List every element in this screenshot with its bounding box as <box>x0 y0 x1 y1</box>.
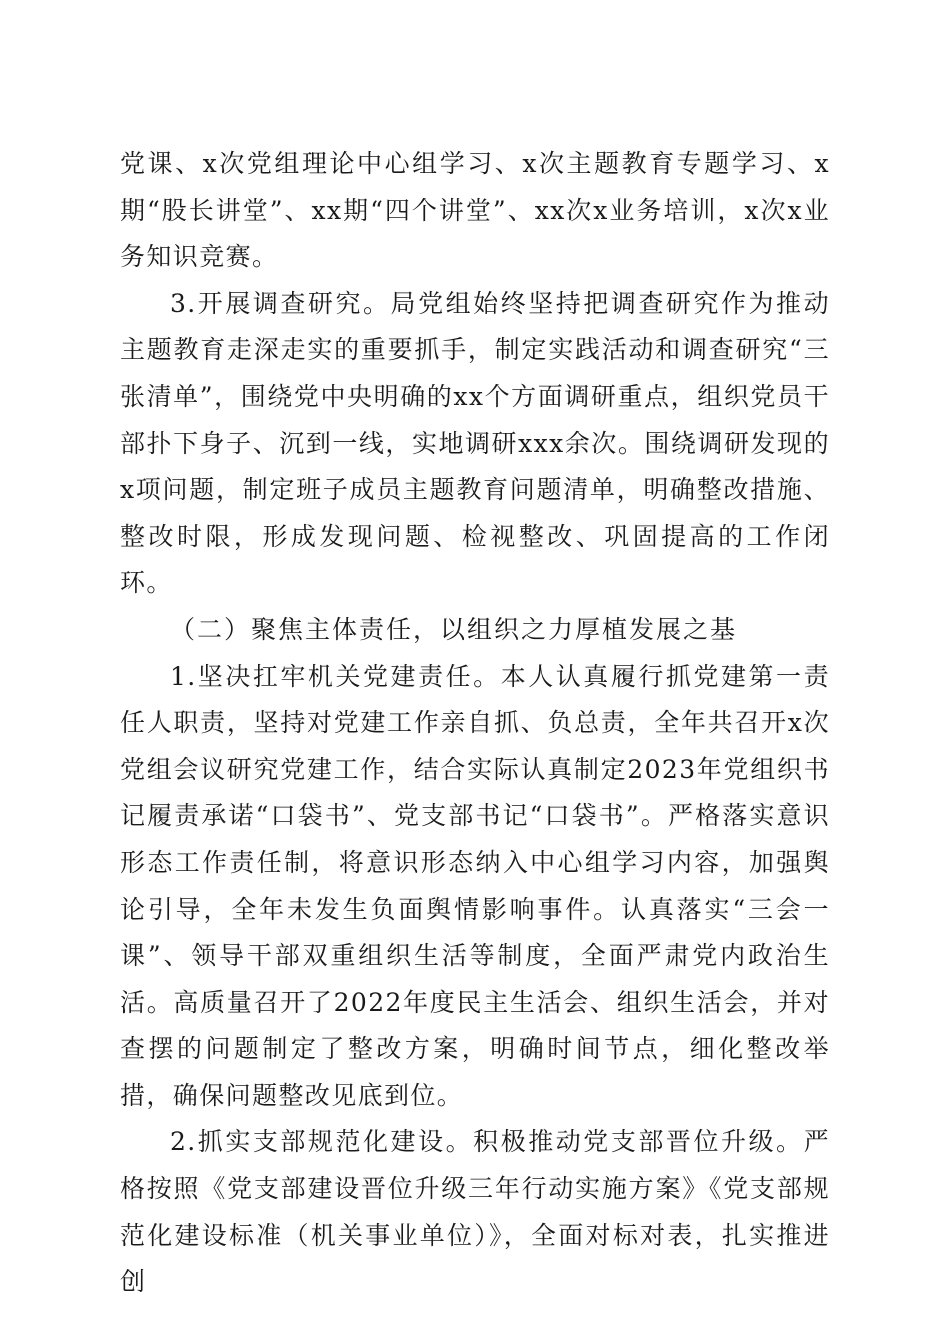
paragraph-branch-standardization: 2.抓实支部规范化建设。积极推动党支部晋位升级。严格按照《党支部建设晋位升级三年行动实施方案》《党支部规范化建设标准（机关事业单位）》，全面对标对表，扎实推进创 <box>120 1127 830 1297</box>
paragraph-continuation: 党课、x次党组理论中心组学习、x次主题教育专题学习、x期“股长讲堂”、xx期“四个讲堂”、xx次x业务培训，x次x业务知识竞赛。 <box>120 149 830 272</box>
section-heading: （二）聚焦主体责任，以组织之力厚植发展之基 <box>170 614 738 644</box>
document-body <box>120 141 830 1306</box>
paragraph-party-building: 1.坚决扛牢机关党建责任。本人认真履行抓党建第一责任人职责，坚持对党建工作亲自抓、负总责，全年共召开x次党组会议研究党建工作，结合实际认真制定2023年党组织书记履责承诺“口袋书”、党支部书记“口袋书”。严格落实意识形态工作责任制，将意识形态纳入中心组学习内容，加强舆论引导，全年未发生负面舆情影响事件。认真落实“三会一课”、领导干部双重组织生活等制度，全面严肃党内政治生活。高质量召开了2022年度民主生活会、组织生活会，并对查摆的问题制定了整改方案，明确时间节点，细化整改举措，确保问题整改见底到位。 <box>120 661 830 1110</box>
paragraph-research: 3.开展调查研究。局党组始终坚持把调查研究作为推动主题教育走深走实的重要抓手，制定实践活动和调查研究“三张清单”，围绕党中央明确的xx个方面调研重点，组织党员干部扑下身子、沉到一线，实地调研xxx余次。围绕调研发现的x项问题，制定班子成员主题教育问题清单，明确整改措施、整改时限，形成发现问题、检视整改、巩固提高的工作闭环。 <box>120 288 830 598</box>
